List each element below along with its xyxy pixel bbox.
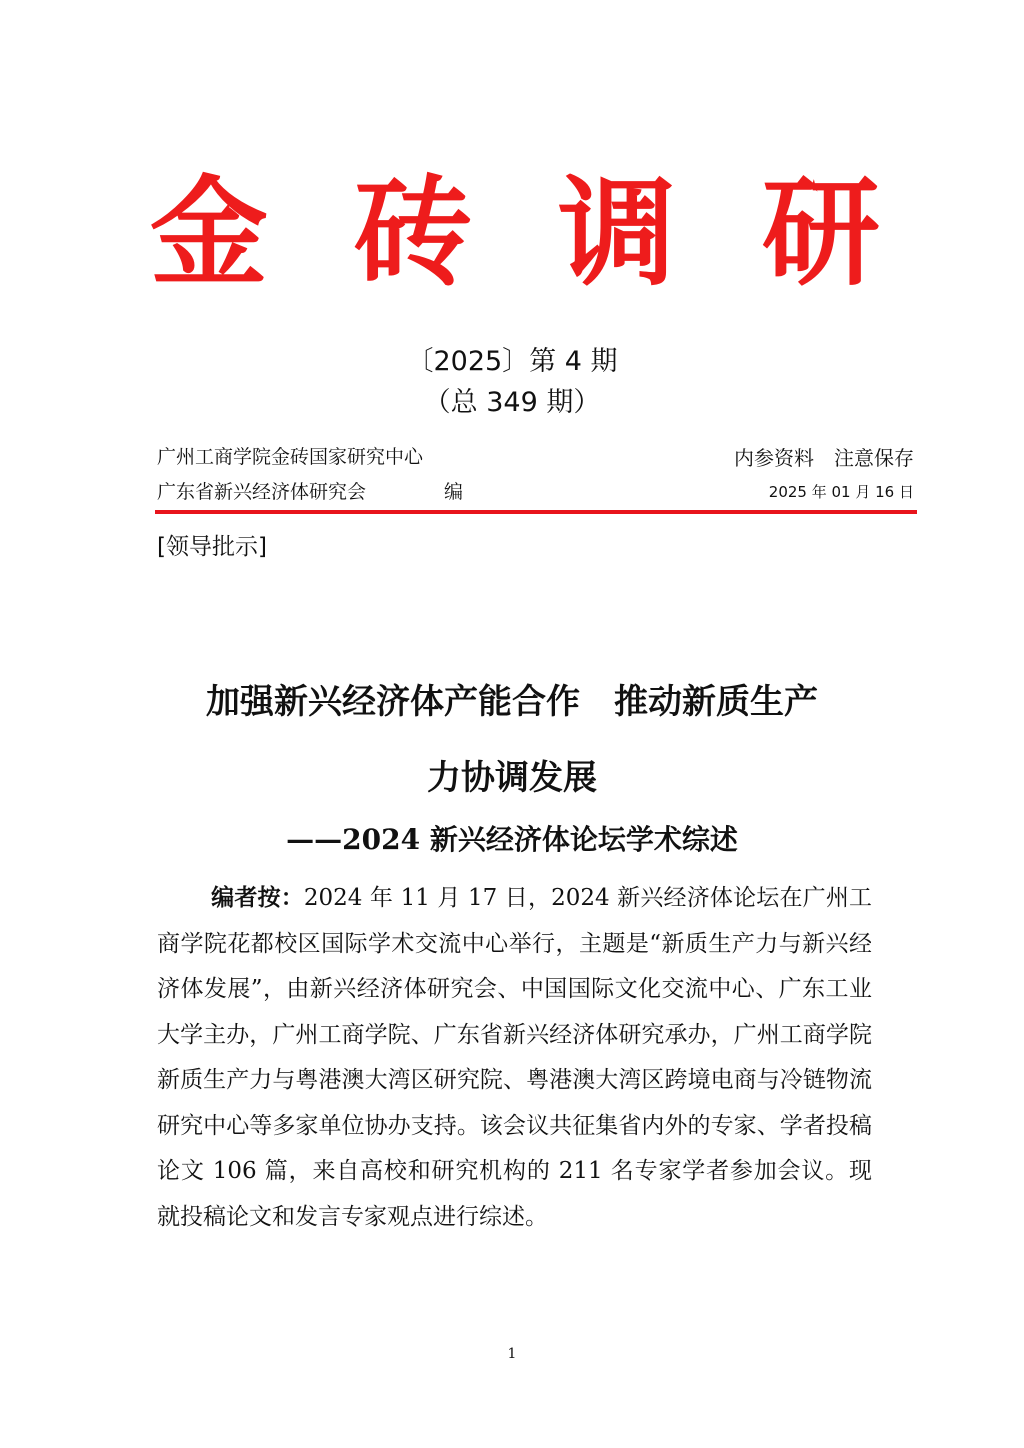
editor-note-text: 2024 年 11 月 17 日，2024 新兴经济体论坛在广州工商学院花都校区国际学术交流中心举行，主题是“新质生产力与新兴经济体发展”，由新兴经济体研究会、中国国际文化交流中心、广东工业大学主办，广州工商学院、广东省新兴经济体研究承办，广州工商学院新质生产力与粤港澳大湾区研究院、粤港澳大湾区跨境电商与冷链物流研究中心等多家单位协办支持。该会议共征集省内外的专家、学者投稿论文 106 篇，来自高校和研究机构的 211 名专家学者参加会议。现就投稿论文和发言专家观点进行综述。	[157, 885, 872, 1230]
article-title-line-1: 加强新兴经济体产能合作 推动新质生产	[206, 682, 818, 722]
masthead-char-1: 金	[150, 163, 269, 302]
issue-total: （总 349 期）	[423, 387, 601, 418]
classification-label: 内参资料 注意保存	[734, 446, 914, 470]
masthead-char-3: 调	[557, 163, 676, 302]
article-subtitle: ——2024 新兴经济体论坛学术综述	[286, 823, 738, 856]
publisher-2: 广东省新兴经济体研究会	[157, 481, 367, 503]
publisher-1: 广州工商学院金砖国家研究中心	[157, 446, 424, 468]
header-divider	[155, 510, 917, 514]
edit-label: 编	[444, 481, 464, 503]
editor-note-label: 编者按：	[211, 885, 304, 911]
editor-note-paragraph	[157, 876, 872, 1240]
page-number: 1	[507, 1346, 517, 1362]
masthead-char-4: 研	[761, 163, 880, 302]
issue-number: 〔2025〕第 4 期	[406, 346, 618, 377]
publish-date: 2025 年 01 月 16 日	[768, 483, 914, 501]
leader-instruction-label: [领导批示]	[157, 534, 267, 560]
article-title-line-2: 力协调发展	[427, 758, 597, 798]
masthead-char-2: 砖	[353, 163, 472, 302]
masthead	[150, 163, 880, 302]
